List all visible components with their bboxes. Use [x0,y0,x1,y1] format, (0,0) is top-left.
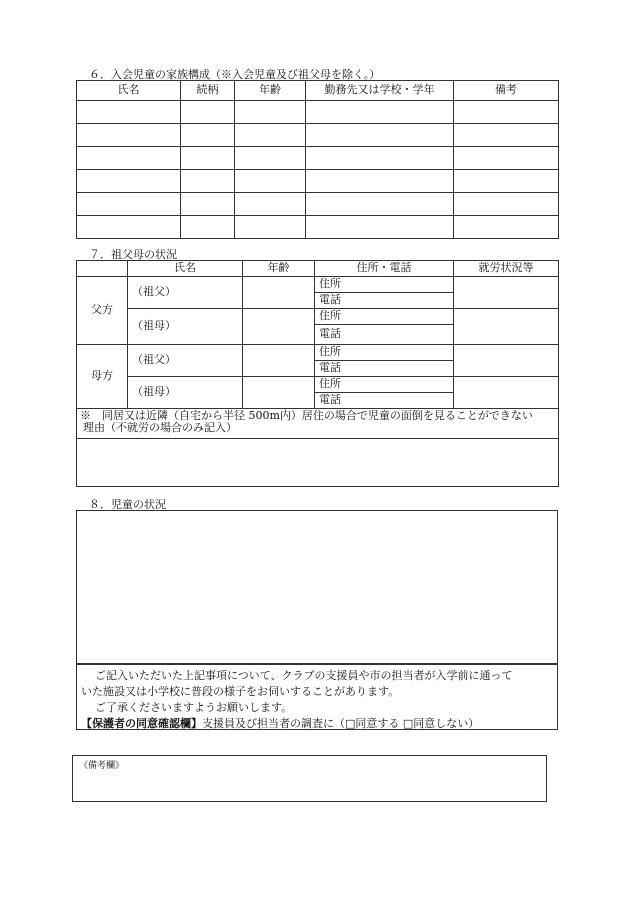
consent-line1: ご記入いただいた上記事項について、クラブの支援員や市の担当者が入学前に通って [95,669,513,682]
address-label[interactable]: 住所 [315,277,454,293]
cell-age[interactable] [235,147,306,170]
consent-text: 支援員及び担当者の調査に（ [202,717,345,730]
maternal-grandmother-age[interactable] [243,377,315,409]
remarks-box[interactable] [72,755,547,802]
paternal-grandfather-name[interactable]: （祖父） [128,277,243,309]
care-note-line1: ※ 同居又は近隣（自宅から半径 500m内）居住の場合で児童の面倒を見ることができない [80,409,533,422]
cell-workplace[interactable] [306,193,454,216]
cell-relation[interactable] [181,193,235,216]
cell-name[interactable] [77,147,181,170]
care-note [77,409,559,439]
cell-workplace[interactable] [306,124,454,147]
consent-label: 【保護者の同意確認欄】 [81,717,202,730]
cell-remarks[interactable] [454,147,559,170]
cell-remarks[interactable] [454,170,559,193]
cell-workplace[interactable] [306,101,454,124]
cell-age[interactable] [235,101,306,124]
section8-title: ８．児童の状況 [89,498,166,511]
cell-age[interactable] [235,193,306,216]
cell-remarks[interactable] [454,101,559,124]
cell-age[interactable] [235,124,306,147]
section6-title: ６．入会児童の家族構成（※入会児童及び祖父母を除く。） [89,68,381,81]
cell-remarks[interactable] [454,216,559,239]
header-age: 年齢 [235,81,306,101]
header-name: 氏名 [77,81,181,101]
reason-row [77,439,559,487]
remarks-label: 《備考欄》 [79,761,125,771]
cell-age[interactable] [235,170,306,193]
phone-label[interactable]: 電話 [315,293,454,309]
phone-label[interactable]: 電話 [315,325,454,345]
disagree-checkbox[interactable]: □同意しない） [402,717,480,730]
cell-relation[interactable] [181,216,235,239]
maternal-grandfather-employment[interactable] [454,345,559,377]
table-row [77,377,559,393]
maternal-grandmother-employment[interactable] [454,377,559,409]
paternal-grandmother-employment[interactable] [454,309,559,345]
header-gp-name: 氏名 [128,261,243,277]
table-row [77,309,559,325]
header-gp-employment: 就労状況等 [454,261,559,277]
cell-name[interactable] [77,170,181,193]
cell-remarks[interactable] [454,193,559,216]
maternal-grandfather-name[interactable]: （祖父） [128,345,243,377]
paternal-label: 父方 [77,277,128,345]
child-status-box[interactable] [76,510,558,664]
phone-label[interactable]: 電話 [315,361,454,377]
cell-relation[interactable] [181,101,235,124]
cell-name[interactable] [77,193,181,216]
cell-name[interactable] [77,101,181,124]
cell-age[interactable] [235,216,306,239]
grandparents-table-header [77,261,559,277]
cell-relation[interactable] [181,170,235,193]
paternal-grandfather-employment[interactable] [454,277,559,309]
cell-workplace[interactable] [306,170,454,193]
table-row [77,170,559,193]
family-table [76,80,559,239]
address-label[interactable]: 住所 [315,377,454,393]
table-row [77,345,559,361]
table-row [77,193,559,216]
table-row [77,124,559,147]
paternal-grandmother-name[interactable]: （祖母） [128,309,243,345]
cell-workplace[interactable] [306,216,454,239]
section7-title: ７．祖父母の状況 [89,248,177,261]
address-label[interactable]: 住所 [315,345,454,361]
header-gp-age: 年齢 [243,261,315,277]
header-relation: 続柄 [181,81,235,101]
consent-line2: いた施設又は小学校に普段の様子をお伺いすることがあります。 [81,685,400,698]
cell-relation[interactable] [181,147,235,170]
header-side [77,261,128,277]
table-row [77,101,559,124]
table-row [77,147,559,170]
paternal-grandfather-age[interactable] [243,277,315,309]
table-row [77,216,559,239]
maternal-grandfather-age[interactable] [243,345,315,377]
consent-line3: ご了承くださいますようお願いします。 [95,701,293,714]
note-row [77,409,559,439]
phone-label[interactable]: 電話 [315,393,454,409]
maternal-label: 母方 [77,345,128,409]
header-remarks: 備考 [454,81,559,101]
reason-input[interactable] [77,439,559,487]
cell-name[interactable] [77,216,181,239]
care-note-line2: 理由（不就労の場合のみ記入） [83,421,237,435]
grandparents-table [76,260,559,487]
consent-box [76,664,558,730]
header-gp-address-phone: 住所・電話 [315,261,454,277]
maternal-grandmother-name[interactable]: （祖母） [128,377,243,409]
cell-remarks[interactable] [454,124,559,147]
consent-confirm-line [81,715,553,731]
agree-checkbox[interactable]: □同意する [345,717,400,730]
cell-relation[interactable] [181,124,235,147]
cell-workplace[interactable] [306,147,454,170]
address-label[interactable]: 住所 [315,309,454,325]
cell-name[interactable] [77,124,181,147]
header-workplace: 勤務先又は学校・学年 [306,81,454,101]
paternal-grandmother-age[interactable] [243,309,315,345]
family-table-header [77,81,559,101]
table-row [77,277,559,293]
